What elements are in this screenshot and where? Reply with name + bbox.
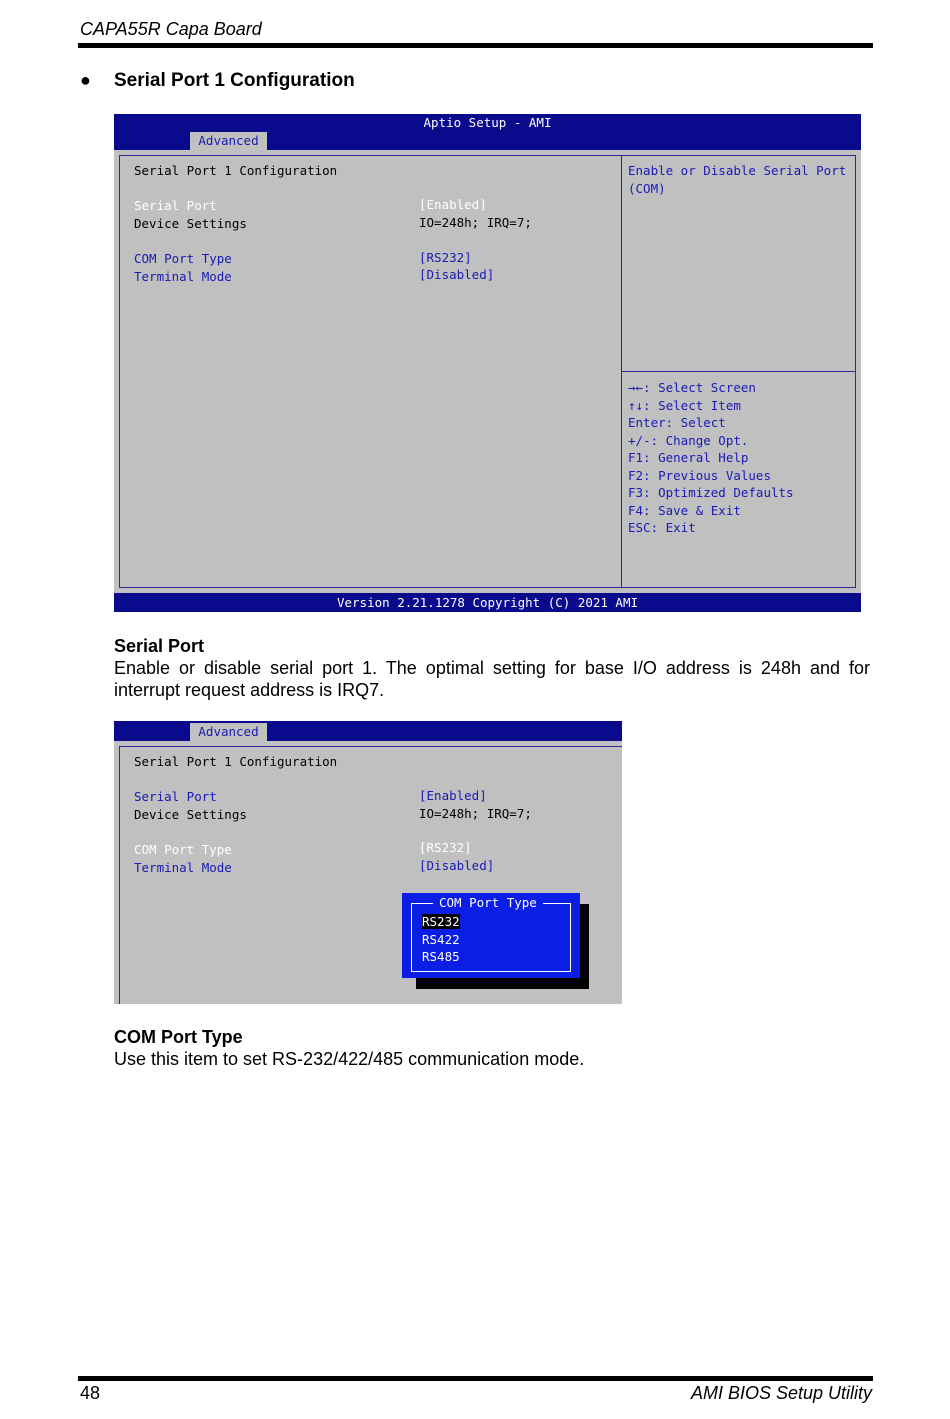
bios-help-divider	[621, 371, 856, 372]
serial-port-heading: Serial Port	[114, 636, 205, 656]
tab-advanced[interactable]: Advanced	[190, 132, 267, 150]
menu-item-device-settings: Device Settings	[134, 807, 247, 822]
key-hint: F1: General Help	[628, 450, 749, 465]
serial-port-description: Enable or disable serial port 1. The optimal setting for base I/O address is 248h and for interrupt request address is IRQ7.	[114, 658, 870, 700]
value-serial-port[interactable]: [Enabled]	[419, 788, 487, 803]
popup-option-rs232[interactable]: RS232	[422, 914, 460, 929]
help-text-line1: Enable or Disable Serial Port	[628, 163, 847, 178]
menu-item-serial-port[interactable]: Serial Port	[134, 198, 217, 213]
bios-page-heading: Serial Port 1 Configuration	[134, 163, 338, 178]
value-terminal-mode[interactable]: [Disabled]	[419, 267, 495, 282]
popup-title: COM Port Type	[433, 895, 543, 910]
key-hint: F3: Optimized Defaults	[628, 485, 794, 500]
value-com-port-type[interactable]: [RS232]	[419, 840, 472, 855]
bullet-icon: ●	[80, 70, 91, 90]
com-port-type-popup[interactable]	[402, 893, 580, 978]
value-terminal-mode[interactable]: [Disabled]	[419, 858, 495, 873]
tab-advanced[interactable]: Advanced	[190, 723, 267, 741]
help-text-line2: (COM)	[628, 181, 666, 196]
key-hint: Enter: Select	[628, 415, 726, 430]
value-serial-port[interactable]: [Enabled]	[419, 197, 487, 212]
value-device-settings: IO=248h; IRQ=7;	[419, 806, 532, 821]
value-device-settings: IO=248h; IRQ=7;	[419, 215, 532, 230]
popup-option-rs422[interactable]: RS422	[422, 932, 460, 947]
footer-section-title: AMI BIOS Setup Utility	[690, 1383, 872, 1403]
com-port-type-heading: COM Port Type	[114, 1027, 243, 1047]
page-number: 48	[80, 1383, 101, 1403]
popup-option-rs485[interactable]: RS485	[422, 949, 460, 964]
bios-title: Aptio Setup - AMI	[423, 115, 552, 130]
bios-screenshot-popup	[114, 721, 622, 1004]
key-hint: ↑↓: Select Item	[628, 398, 741, 413]
header-rule	[78, 43, 873, 48]
key-hint: →←: Select Screen	[628, 380, 756, 395]
page-header-title: CAPA55R Capa Board	[80, 19, 262, 39]
bios-version-bar: Version 2.21.1278 Copyright (C) 2021 AMI	[114, 593, 861, 612]
bios-page-heading: Serial Port 1 Configuration	[134, 754, 338, 769]
key-hint: F4: Save & Exit	[628, 503, 741, 518]
bios-title-bar	[114, 114, 861, 150]
value-com-port-type[interactable]: [RS232]	[419, 250, 472, 265]
bios-screenshot-main	[114, 114, 861, 612]
menu-item-terminal-mode[interactable]: Terminal Mode	[134, 269, 232, 284]
key-hint: +/-: Change Opt.	[628, 433, 749, 448]
key-hint: F2: Previous Values	[628, 468, 771, 483]
menu-item-serial-port[interactable]: Serial Port	[134, 789, 217, 804]
footer-rule	[78, 1376, 873, 1381]
com-port-type-description: Use this item to set RS-232/422/485 communication mode.	[114, 1049, 585, 1069]
menu-item-com-port-type[interactable]: COM Port Type	[134, 251, 232, 266]
menu-item-device-settings: Device Settings	[134, 216, 247, 231]
menu-item-terminal-mode[interactable]: Terminal Mode	[134, 860, 232, 875]
bios-title-bar	[114, 721, 622, 741]
key-hint: ESC: Exit	[628, 520, 696, 535]
menu-item-com-port-type[interactable]: COM Port Type	[134, 842, 232, 857]
section-title: Serial Port 1 Configuration	[114, 70, 355, 91]
